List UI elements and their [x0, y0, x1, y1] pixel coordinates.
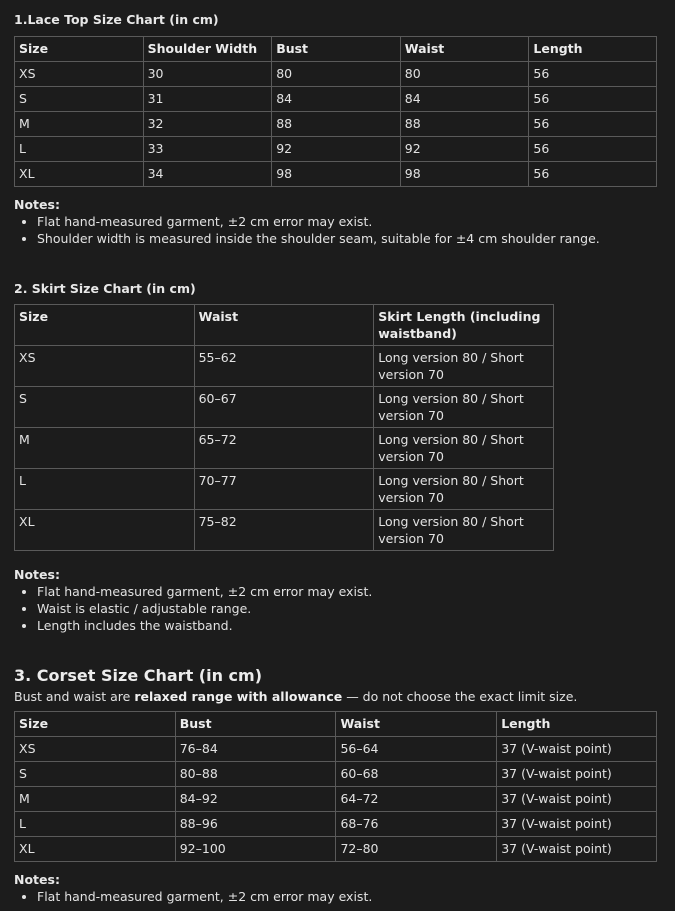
table-cell: 76–84 [175, 737, 336, 762]
table-cell: S [15, 762, 176, 787]
table-row [15, 387, 554, 428]
table-cell: 55–62 [194, 346, 374, 387]
table-cell: M [15, 112, 144, 137]
table-row [15, 737, 657, 762]
corset-notes [14, 871, 372, 905]
table-cell: 37 (V-waist point) [497, 812, 657, 837]
table-cell: XL [15, 162, 144, 187]
table-cell: 37 (V-waist point) [497, 787, 657, 812]
table-cell: 56–64 [336, 737, 497, 762]
skirt-notes [14, 566, 372, 634]
table-cell: Long version 80 / Short version 70 [374, 469, 554, 510]
table-cell: L [15, 137, 144, 162]
table-row [15, 812, 657, 837]
table-cell: 32 [143, 112, 272, 137]
table-cell: 56 [529, 87, 657, 112]
table-cell: 88 [272, 112, 401, 137]
note-item: • Length includes the waistband. [37, 617, 372, 634]
table-cell: XS [15, 346, 195, 387]
table-cell: 56 [529, 137, 657, 162]
table-cell: 72–80 [336, 837, 497, 862]
table-cell: 30 [143, 62, 272, 87]
header-cell: Waist [194, 305, 374, 346]
notes-list [14, 888, 372, 905]
header-cell: Waist [400, 37, 529, 62]
subtitle-text: — do not choose the exact limit size. [342, 689, 578, 704]
table-cell: 60–67 [194, 387, 374, 428]
table-cell: XL [15, 510, 195, 551]
subtitle-text: Bust and waist are [14, 689, 135, 704]
table-cell: 80 [272, 62, 401, 87]
table-row [15, 346, 554, 387]
table-cell: 37 (V-waist point) [497, 737, 657, 762]
table-row [15, 428, 554, 469]
note-item: • Waist is elastic / adjustable range. [37, 600, 372, 617]
lace-top-chart-title: 1.Lace Top Size Chart (in cm) [14, 12, 219, 27]
table-cell: S [15, 87, 144, 112]
table-cell: Long version 80 / Short version 70 [374, 510, 554, 551]
header-cell: Length [497, 712, 657, 737]
header-cell: Length [529, 37, 657, 62]
table-row [15, 469, 554, 510]
header-cell: Skirt Length (including waistband) [374, 305, 554, 346]
table-cell: 84 [400, 87, 529, 112]
table-row [15, 137, 657, 162]
table-header-row [15, 305, 554, 346]
table-cell: M [15, 428, 195, 469]
table-cell: M [15, 787, 176, 812]
table-cell: 33 [143, 137, 272, 162]
notes-title: Notes: [14, 872, 60, 887]
table-row [15, 162, 657, 187]
notes-list [14, 213, 600, 247]
table-cell: 84 [272, 87, 401, 112]
table-cell: 80 [400, 62, 529, 87]
table-cell: S [15, 387, 195, 428]
table-cell: 84–92 [175, 787, 336, 812]
table-cell: 37 (V-waist point) [497, 762, 657, 787]
table-cell: XS [15, 62, 144, 87]
table-cell: 98 [272, 162, 401, 187]
note-item: • Flat hand-measured garment, ±2 cm error may exist. [37, 888, 372, 905]
table-cell: 92 [400, 137, 529, 162]
corset-size-table [14, 711, 657, 862]
table-cell: L [15, 469, 195, 510]
table-cell: XL [15, 837, 176, 862]
corset-chart-title: 3. Corset Size Chart (in cm) [14, 666, 263, 685]
table-row [15, 87, 657, 112]
note-item: • Shoulder width is measured inside the shoulder seam, suitable for ±4 cm shoulder range. [37, 230, 600, 247]
table-cell: Long version 80 / Short version 70 [374, 428, 554, 469]
header-cell: Size [15, 305, 195, 346]
table-cell: 31 [143, 87, 272, 112]
skirt-size-table [14, 304, 554, 551]
table-row [15, 762, 657, 787]
table-cell: 98 [400, 162, 529, 187]
table-cell: 37 (V-waist point) [497, 837, 657, 862]
table-cell: 80–88 [175, 762, 336, 787]
lace-top-notes [14, 196, 600, 247]
skirt-chart-title: 2. Skirt Size Chart (in cm) [14, 281, 196, 296]
table-cell: 60–68 [336, 762, 497, 787]
notes-title: Notes: [14, 567, 60, 582]
header-cell: Bust [175, 712, 336, 737]
table-cell: 56 [529, 62, 657, 87]
note-item: • Flat hand-measured garment, ±2 cm error may exist. [37, 583, 372, 600]
table-cell: L [15, 812, 176, 837]
notes-title: Notes: [14, 197, 60, 212]
header-cell: Waist [336, 712, 497, 737]
table-header-row [15, 712, 657, 737]
table-cell: 56 [529, 112, 657, 137]
table-cell: 68–76 [336, 812, 497, 837]
table-cell: XS [15, 737, 176, 762]
table-cell: 34 [143, 162, 272, 187]
lace-top-size-table [14, 36, 657, 187]
table-cell: 64–72 [336, 787, 497, 812]
table-cell: 92 [272, 137, 401, 162]
corset-subtitle [14, 688, 577, 705]
table-row [15, 837, 657, 862]
note-item: • Flat hand-measured garment, ±2 cm error may exist. [37, 213, 600, 230]
notes-list [14, 583, 372, 634]
table-header-row [15, 37, 657, 62]
header-cell: Size [15, 712, 176, 737]
table-cell: 88–96 [175, 812, 336, 837]
table-row [15, 510, 554, 551]
header-cell: Shoulder Width [143, 37, 272, 62]
table-row [15, 112, 657, 137]
table-row [15, 62, 657, 87]
table-row [15, 787, 657, 812]
table-cell: Long version 80 / Short version 70 [374, 346, 554, 387]
subtitle-emphasis: relaxed range with allowance [134, 689, 343, 704]
table-cell: 92–100 [175, 837, 336, 862]
header-cell: Size [15, 37, 144, 62]
table-cell: 88 [400, 112, 529, 137]
table-cell: 75–82 [194, 510, 374, 551]
table-cell: 70–77 [194, 469, 374, 510]
table-cell: Long version 80 / Short version 70 [374, 387, 554, 428]
table-cell: 65–72 [194, 428, 374, 469]
table-cell: 56 [529, 162, 657, 187]
header-cell: Bust [272, 37, 401, 62]
